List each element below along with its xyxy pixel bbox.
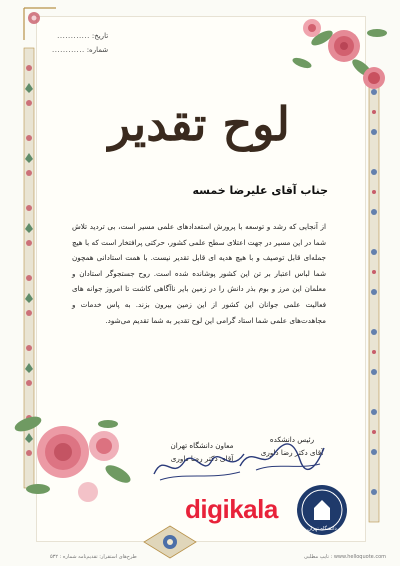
- header-meta: [52, 32, 108, 60]
- signer-left-role: معاون دانشگاه تهران: [170, 441, 234, 450]
- signer-right-name: آقای دکتر رضا داوری: [260, 448, 324, 457]
- signer-left-name: آقای دکتر رضا داوری: [170, 454, 234, 463]
- number-value-placeholder: ............: [52, 46, 85, 54]
- university-of-tehran-logo: [296, 484, 348, 536]
- certificate-title: [106, 74, 292, 170]
- footer-right-text: www.helloquote.com : تایپ مطلبی: [304, 554, 386, 560]
- certificate-title-text: لوح تقدیر: [108, 97, 290, 151]
- number-row: [52, 46, 108, 54]
- signer-right-role: رئیس دانشکده: [269, 435, 315, 444]
- date-row: [52, 32, 108, 40]
- top-right-roses: [282, 8, 394, 104]
- right-ornament-border: [362, 62, 386, 532]
- university-logo-text: دانشگاه تهران: [307, 526, 337, 532]
- footer-left-text: ۵۳۲ : طرح‌های استقرار: تقدیم‌نامه شماره: [50, 554, 137, 560]
- signature-right-scribble: [236, 440, 328, 474]
- number-label: شماره:: [86, 46, 109, 54]
- digikala-logo: digikala: [185, 494, 278, 524]
- bottom-center-ornament: [140, 524, 200, 560]
- signature-left-scribble: [150, 444, 248, 484]
- bottom-left-roses: [8, 394, 138, 514]
- certificate-body-text: از آنجایی که رشد و توسعه با پرورش استعدادهای علمی مسیر است، بی تردید تلاش شما در این مسیر در جهت اعتلای سطح علمی کشور، حرکتی پرافتخار است که با هیچ جمله‌ای قابل توصیف و با هیچ هدیه ای قابل تقدیر نیست. با همت استادانی همچون شما لباس اعتبار بر تن این کشور پوشانده شده است. روح جستجوگر استادان و معلمان این مرز و بوم بذر دانش را در زمین بایر ناآگاهی کاشت تا امروز جوانه های فعالیت علمی جوانان این کشور از این زمین بیرون بزند. به پاس خدمات و مجاهدت‌های علمی شما استاد گرامی این لوح تقدیر به شما تقدیم می‌شود.: [72, 222, 326, 325]
- date-value-placeholder: ............: [57, 32, 90, 40]
- date-label: تاریخ:: [91, 32, 109, 40]
- recipient-name: جناب آقای علیرضا خمسه: [192, 184, 328, 197]
